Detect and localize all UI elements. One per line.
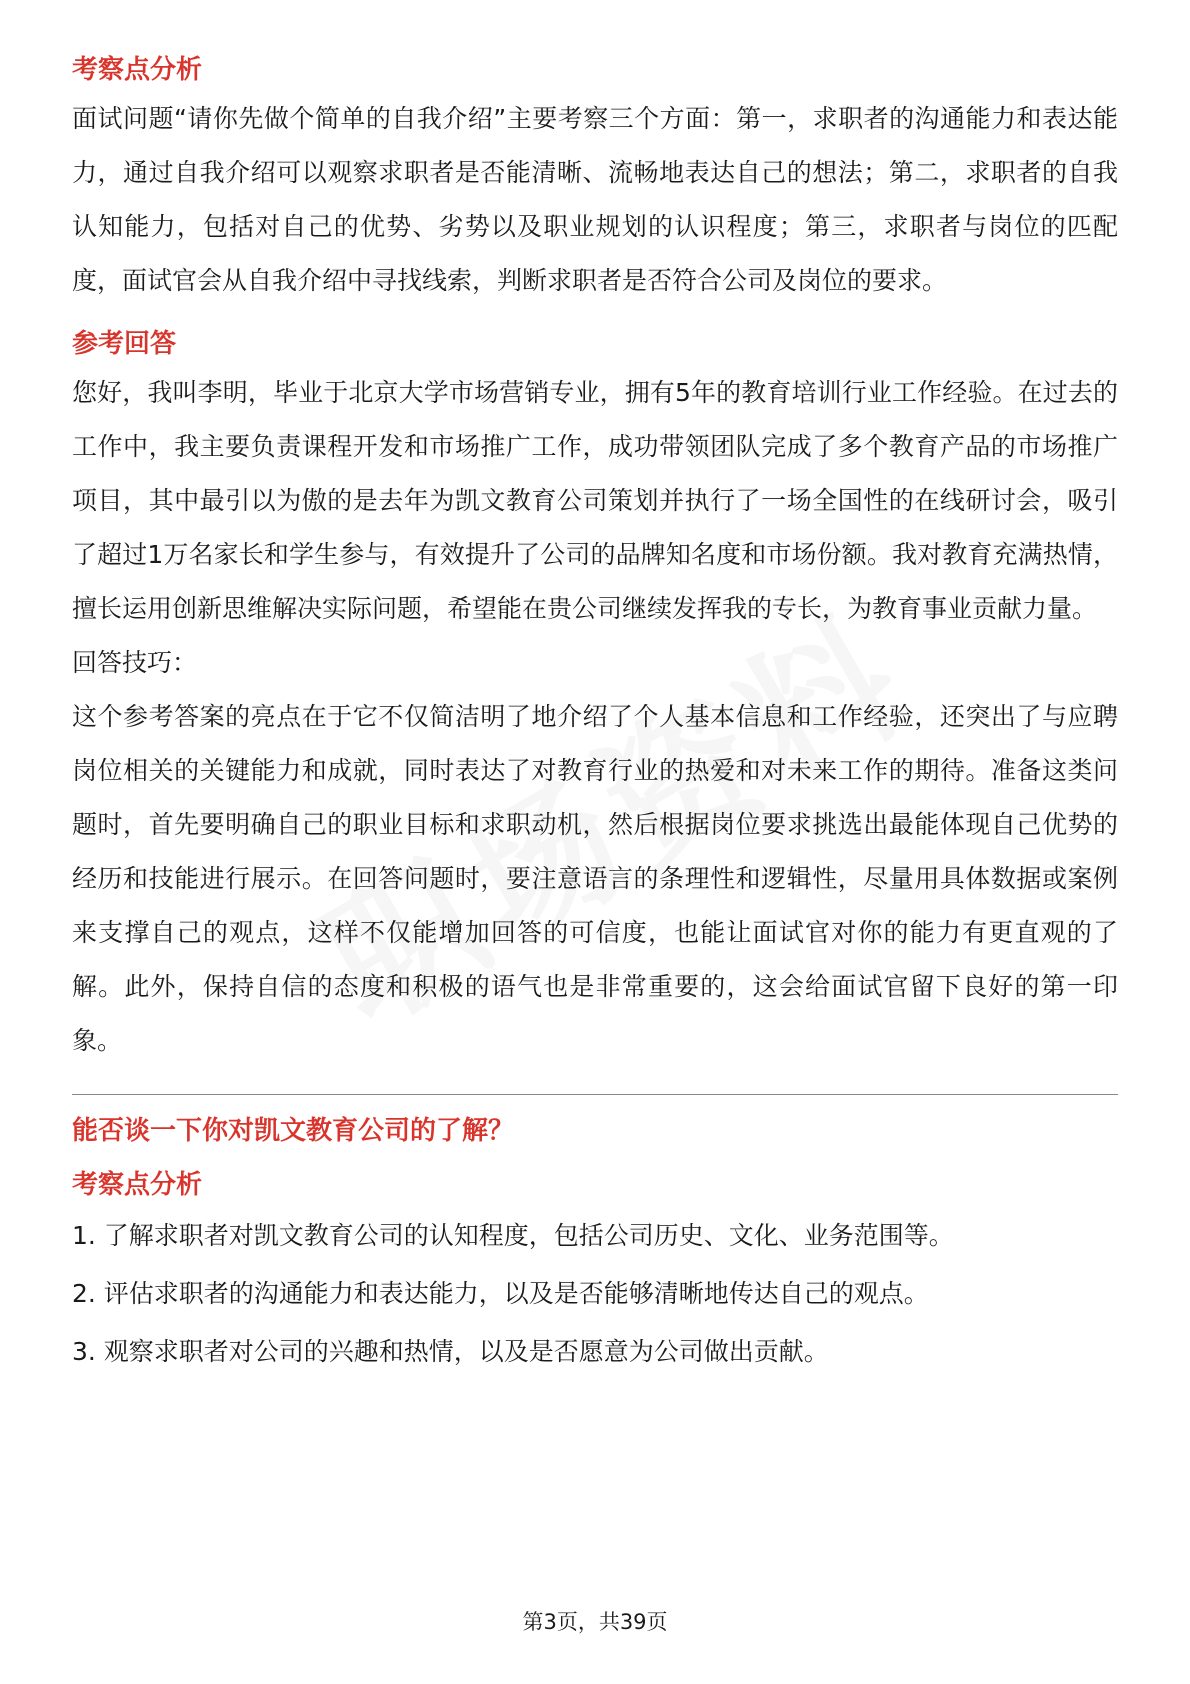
tips-label: 回答技巧：: [72, 648, 198, 677]
tips-paragraph: 这个参考答案的亮点在于它不仅简洁明了地介绍了个人基本信息和工作经验，还突出了与应聘岗位相关的关键能力和成就，同时表达了对教育行业的热爱和对未来工作的期待。准备这类问题时，首先要明确自己的职业目标和求职动机，然后根据岗位要求挑选出最能体现自己优势的经历和技能进行展示。在回答问题时，要注意语言的条理性和逻辑性，尽量用具体数据或案例来支撑自己的观点，这样不仅能增加回答的可信度，也能让面试官对你的能力有更直观的了解。此外，保持自信的态度和积极的语气也是非常重要的，这会给面试官留下良好的第一印象。: [72, 702, 1118, 1055]
answer-paragraph: 您好，我叫李明，毕业于北京大学市场营销专业，拥有5年的教育培训行业工作经验。在过去的工作中，我主要负责课程开发和市场推广工作，成功带领团队完成了多个教育产品的市场推广项目，其中最引以为傲的是去年为凯文教育公司策划并执行了一场全国性的在线研讨会，吸引了超过1万名家长和学生参与，有效提升了公司的品牌知名度和市场份额。我对教育充满热情，擅长运用创新思维解决实际问题，希望能在贵公司继续发挥我的专长，为教育事业贡献力量。: [72, 378, 1118, 623]
analysis-list: [72, 1207, 1118, 1381]
analysis-paragraph: 面试问题“请你先做个简单的自我介绍”主要考察三个方面：第一，求职者的沟通能力和表达能力，通过自我介绍可以观察求职者是否能清晰、流畅地表达自己的想法；第二，求职者的自我认知能力，包括对自己的优势、劣势以及职业规划的认识程度；第三，求职者与岗位的匹配度，面试官会从自我介绍中寻找线索，判断求职者是否符合公司及岗位的要求。: [72, 104, 1118, 295]
question-heading: 能否谈一下你对凯文教育公司的了解？: [72, 1116, 515, 1146]
list-item: 2. 评估求职者的沟通能力和表达能力，以及是否能够清晰地传达自己的观点。: [72, 1279, 929, 1308]
list-item: 3. 观察求职者对公司的兴趣和热情，以及是否愿意为公司做出贡献。: [72, 1337, 829, 1366]
page-number: 第3页，共39页: [522, 1610, 668, 1634]
list-item: 1. 了解求职者对凯文教育公司的认知程度，包括公司历史、文化、业务范围等。: [72, 1221, 954, 1250]
section-divider: [72, 1094, 1118, 1095]
analysis-heading: 考察点分析: [72, 55, 203, 85]
document-page: [72, 48, 1118, 1381]
analysis-heading-2: 考察点分析: [72, 1170, 203, 1200]
answer-heading: 参考回答: [72, 329, 177, 359]
